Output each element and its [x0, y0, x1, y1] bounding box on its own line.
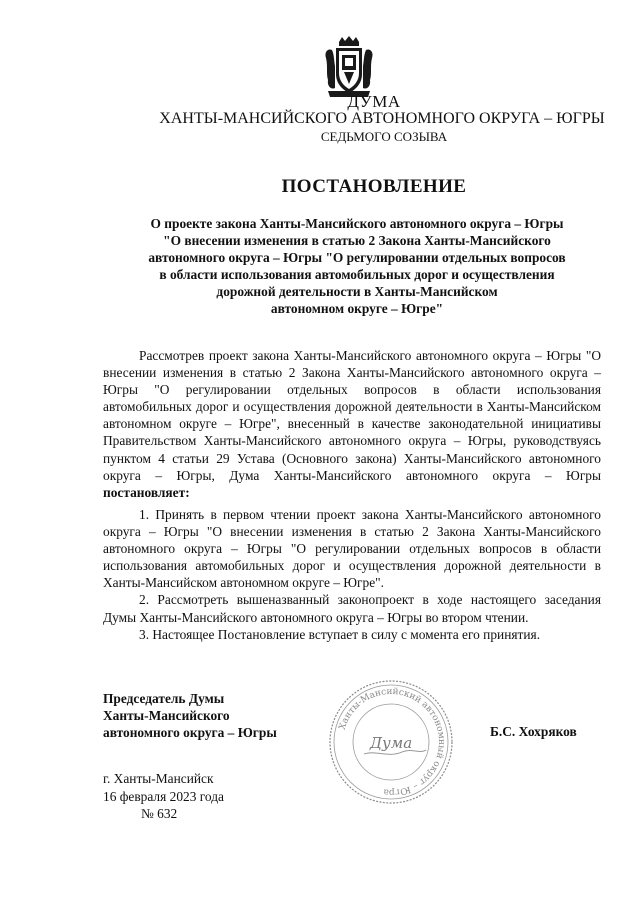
duma-heading: ДУМА — [347, 92, 401, 111]
resolves-word: постановляет: — [103, 484, 190, 500]
signatory-title-line: Председатель Думы — [103, 691, 225, 706]
resolution-item: 1. Принять в первом чтении проект закона Ханты-Мансийского автономного округа – Югры "О внесении изменения в статью 2 Закона Ханты-Мансийского автономного округа – Югры "О регулировании отдельных вопросов в области использования автомобильных дорог и осуществления дорожной деятельности в Ханты-Мансийском автономном округе – Югре". — [103, 507, 601, 591]
signatory-title — [103, 690, 277, 741]
subject-line: автономного округа – Югры "О регулировании отдельных вопросов — [148, 250, 566, 265]
stamp-ring-text: Ханты-Мансийский автономный округ – Югра — [337, 686, 447, 798]
convocation-heading: СЕДЬМОГО СОЗЫВА — [320, 129, 448, 144]
region-heading: ХАНТЫ-МАНСИЙСКОГО АВТОНОМНОГО ОКРУГА – ЮГРЫ — [159, 110, 605, 127]
coat-of-arms-icon — [322, 36, 376, 98]
resolution-item: 3. Настоящее Постановление вступает в силу с момента его принятия. — [139, 626, 541, 642]
subject-line: в области использования автомобильных дорог и осуществления — [159, 267, 555, 282]
footer-city: г. Ханты-Мансийск — [103, 771, 214, 786]
footer-date: 16 февраля 2023 года — [103, 788, 224, 804]
document-footer — [103, 770, 224, 823]
official-stamp-icon — [326, 676, 456, 808]
preamble-text: Рассмотрев проект закона Ханты-Мансийского автономного округа – Югры "О внесении изменения в статью 2 Закона Ханты-Мансийского автономного округа – Югры "О регулировании отдельных вопросов в области использования автомобильных дорог и осуществления дорожной деятельности в Ханты-Мансийском автономном округе – Югре", внесенный в качестве законодательной инициативы Правительством Ханты-Мансийского автономного округа – Югры, руководствуясь пунктом 4 статьи 29 Устава (Основного закона) Ханты-Мансийского автономного округа – Югры, Дума Ханты-Мансийского автономного округа – Югры — [103, 348, 601, 483]
document-type-title: ПОСТАНОВЛЕНИЕ — [281, 176, 467, 197]
resolution-item: 2. Рассмотреть вышеназванный законопроект в ходе настоящего заседания Думы Ханты-Мансийского автономного округа – Югры во втором чтении. — [103, 592, 601, 625]
preamble-paragraph — [103, 347, 601, 501]
subject-line: дорожной деятельности в Ханты-Мансийском — [216, 284, 498, 299]
subject-line: автономном округе – Югре" — [270, 301, 444, 316]
subject-line: О проекте закона Ханты-Мансийского автономного округа – Югры — [150, 216, 564, 231]
resolution-items — [103, 506, 601, 643]
signatory-title-line: Ханты-Мансийского — [103, 708, 230, 723]
stamp-center-text: Дума — [369, 734, 413, 752]
signatory-name: Б.С. Хохряков — [490, 724, 577, 739]
footer-number: № 632 — [141, 806, 178, 821]
signatory-title-line: автономного округа – Югры — [103, 725, 277, 740]
subject-line: "О внесении изменения в статью 2 Закона Ханты-Мансийского — [163, 233, 551, 248]
document-subject — [112, 215, 602, 317]
